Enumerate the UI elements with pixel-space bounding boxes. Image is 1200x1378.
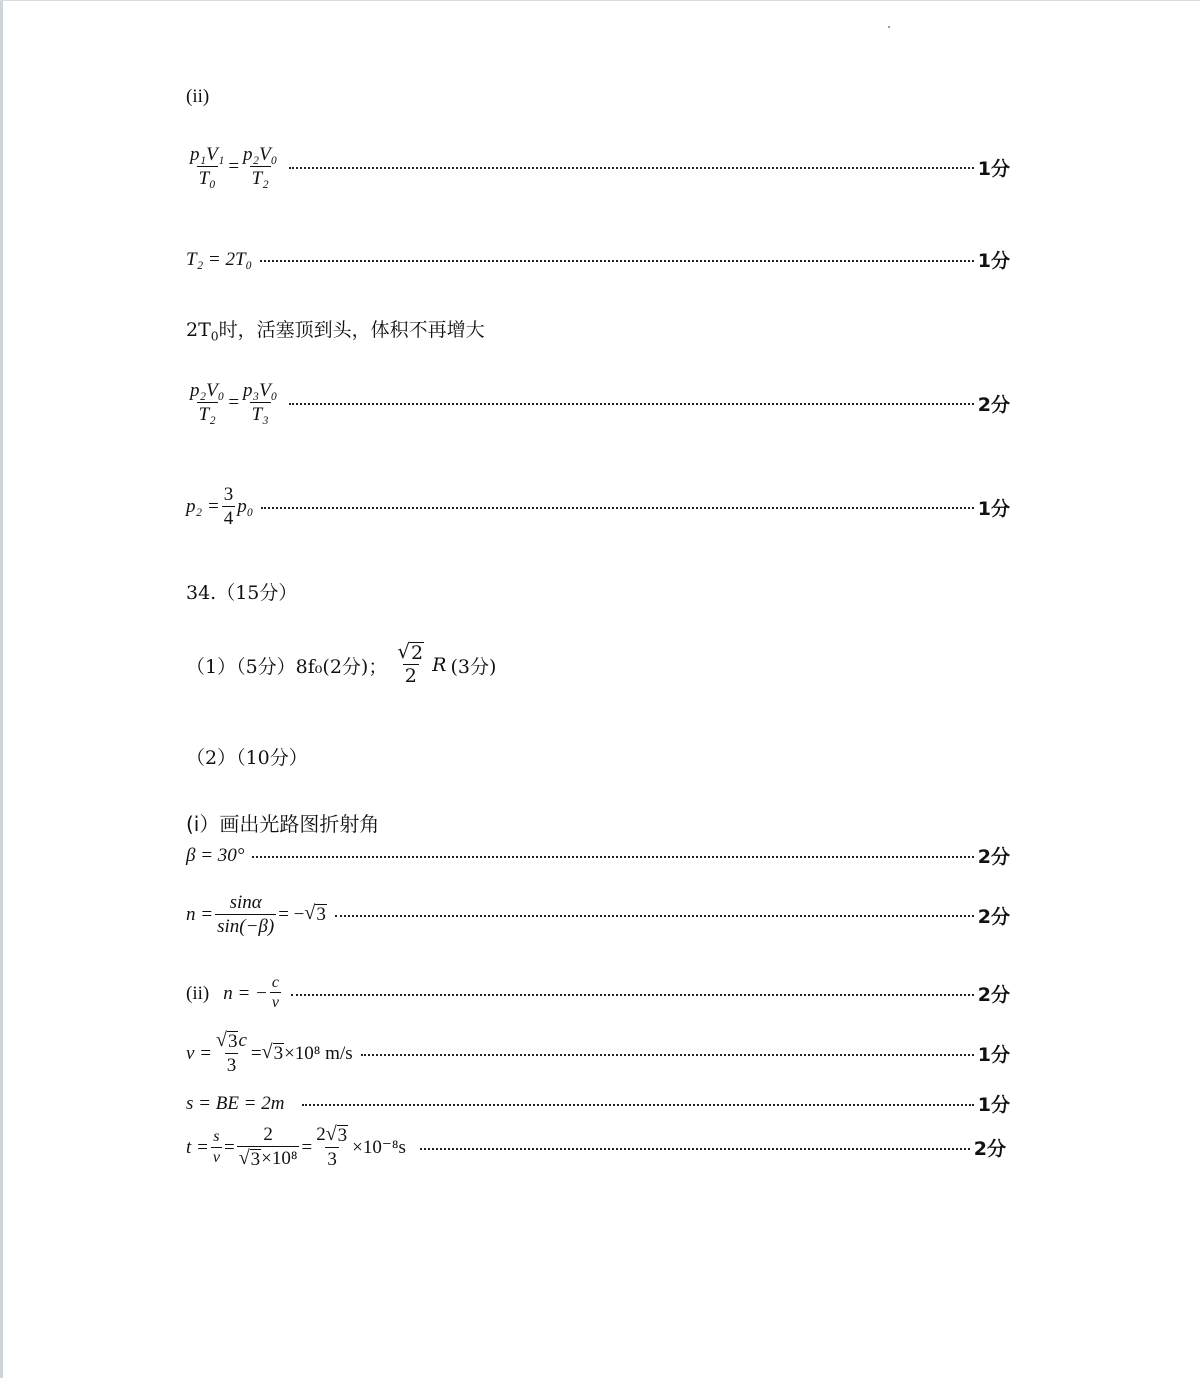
fraction-denominator: v [271,994,279,1012]
fraction-sqrt2-over-2 [395,639,426,689]
page-edge-left [0,0,3,1378]
page-edge-top [0,0,1200,1]
equation-lhs: v = [186,1042,213,1064]
note-piston [186,315,485,342]
sqrt-3: √ 3 [304,902,326,926]
eq-speed [186,1030,1010,1078]
dot-leader [289,403,973,405]
fraction-denominator: 3 [226,1054,237,1076]
eq-p2 [186,484,1010,531]
dot-leader [260,260,974,262]
fraction-2sqrt3-over-3 [314,1124,350,1172]
radicand: 2 [411,642,424,664]
sub-ii-label: (ii) [186,982,210,1004]
fraction-numerator: p₃V₀ [243,380,278,401]
score-label: 2分 [973,1138,1006,1161]
equation-tail: ×10⁸ m/s [284,1042,353,1064]
eq-refractive-index [186,892,1010,939]
fraction-s-over-v [211,1128,222,1167]
equals-sign: = [228,156,240,178]
fraction-sin [215,892,276,939]
radicand: 3 [250,1149,261,1171]
dot-leader [289,167,973,169]
radicand: 3 [227,1031,238,1052]
fraction-numerator: sinα [229,892,262,913]
fraction-sqrt3c-over-3 [214,1030,249,1078]
fraction-denominator: T₂ [198,403,216,425]
equation-lhs: n = − [223,982,268,1004]
score-label: 1分 [977,157,1010,180]
dot-leader [420,1148,970,1150]
note-text: 时，活塞顶到头，体积不再增大 [218,319,485,341]
dot-leader [261,507,973,509]
score-label: 1分 [977,250,1010,272]
fraction-numerator: p₂V₀ [190,380,225,401]
equation-rhs: p₀ [237,496,254,518]
radicand: 3 [337,1125,348,1146]
fraction-denominator: 2 [404,664,417,687]
fraction-numerator: 3 [223,484,234,505]
fraction-numerator: 2 √ 3 [316,1123,348,1146]
radius-symbol: R [432,654,447,677]
dot-leader [302,1104,973,1106]
fraction-denominator: 4 [223,507,234,529]
part-1-tail: (3分) [450,655,497,678]
equation-lhs: n = [186,904,214,926]
fraction-numerator: 2 [263,1124,273,1146]
score-label: 2分 [977,984,1010,1007]
equals-sign: = [228,392,240,414]
fraction-denominator: v [212,1148,220,1166]
note-symbol: 2T [186,319,211,341]
score-label: 1分 [977,1044,1010,1067]
fraction-numerator: p₁V₁ [190,144,225,165]
eq-ii-n [186,974,1010,1013]
fraction-numerator: s [213,1128,220,1146]
equation-text: T₂ = 2T₀ [186,248,253,270]
fraction-rhs [241,380,279,427]
fraction-denominator: 3 [327,1148,337,1170]
dot-leader [291,994,974,996]
fraction-c-over-v [270,974,281,1013]
score-label: 1分 [977,1094,1010,1116]
equation-rhs-prefix: = − [278,904,305,926]
numerator-coefficient: 2 [316,1124,326,1145]
dot-leader [335,915,974,917]
equation-text: s = BE = 2m [186,1092,285,1114]
fraction-denominator: sin(−β) [217,915,275,937]
fraction [222,484,236,531]
equals-sign: = [223,1136,235,1158]
numerator-tail: c [238,1030,247,1051]
eq-beta [186,842,1010,869]
fraction-rhs [241,144,279,191]
fraction-2-over-sqrt3 [237,1124,300,1171]
radicand: 3 [273,1042,284,1064]
fraction-denominator: √ 3 ×10⁸ [238,1147,298,1171]
dot-leader [252,856,973,858]
equation-tail: ×10⁻⁸s [352,1137,406,1159]
radicand: 3 [316,904,326,926]
dot-leader [361,1054,974,1056]
fraction-numerator: c [271,974,279,991]
eq-t2 [186,246,1010,273]
part-1-lead: （1）（5分）8f₀(2分)； [186,655,388,678]
equation-lhs: t = [186,1136,209,1158]
eq-gas-law-2 [186,380,1010,427]
fraction-denominator: T₃ [251,403,269,425]
equation-lhs: p₂ = [186,496,220,518]
equation-text: β = 30° [186,844,245,866]
part-2-i-heading: (i）画出光路图折射角 [186,812,380,836]
part-2-heading: （2）（10分） [186,747,308,769]
score-label: 2分 [977,846,1010,868]
fraction-numerator: p₂V₀ [243,144,278,165]
fraction-denominator: T₂ [251,167,269,189]
scan-speck [888,26,890,28]
score-label: 2分 [977,393,1010,416]
fraction-numerator: √ 2 [397,639,424,664]
note-subscript: 0 [210,329,219,344]
eq-gas-law-1 [186,144,1010,191]
equals-sign: = [250,1042,262,1064]
question-34-heading: 34.（15分） [186,582,298,604]
fraction-lhs [188,380,226,427]
fraction-numerator: √ 3 c [216,1029,247,1052]
eq-distance [186,1090,1010,1117]
sqrt-3: √ 3 [261,1040,284,1064]
denominator-tail: ×10⁸ [261,1148,298,1170]
eq-time [186,1124,1006,1172]
score-label: 1分 [977,497,1010,520]
equals-sign: = [301,1136,313,1158]
fraction-lhs [188,144,226,191]
score-label: 2分 [977,905,1010,928]
sub-ii-heading: (ii) [186,86,210,107]
part-1-answer [186,639,497,689]
fraction-denominator: T₀ [198,167,216,189]
